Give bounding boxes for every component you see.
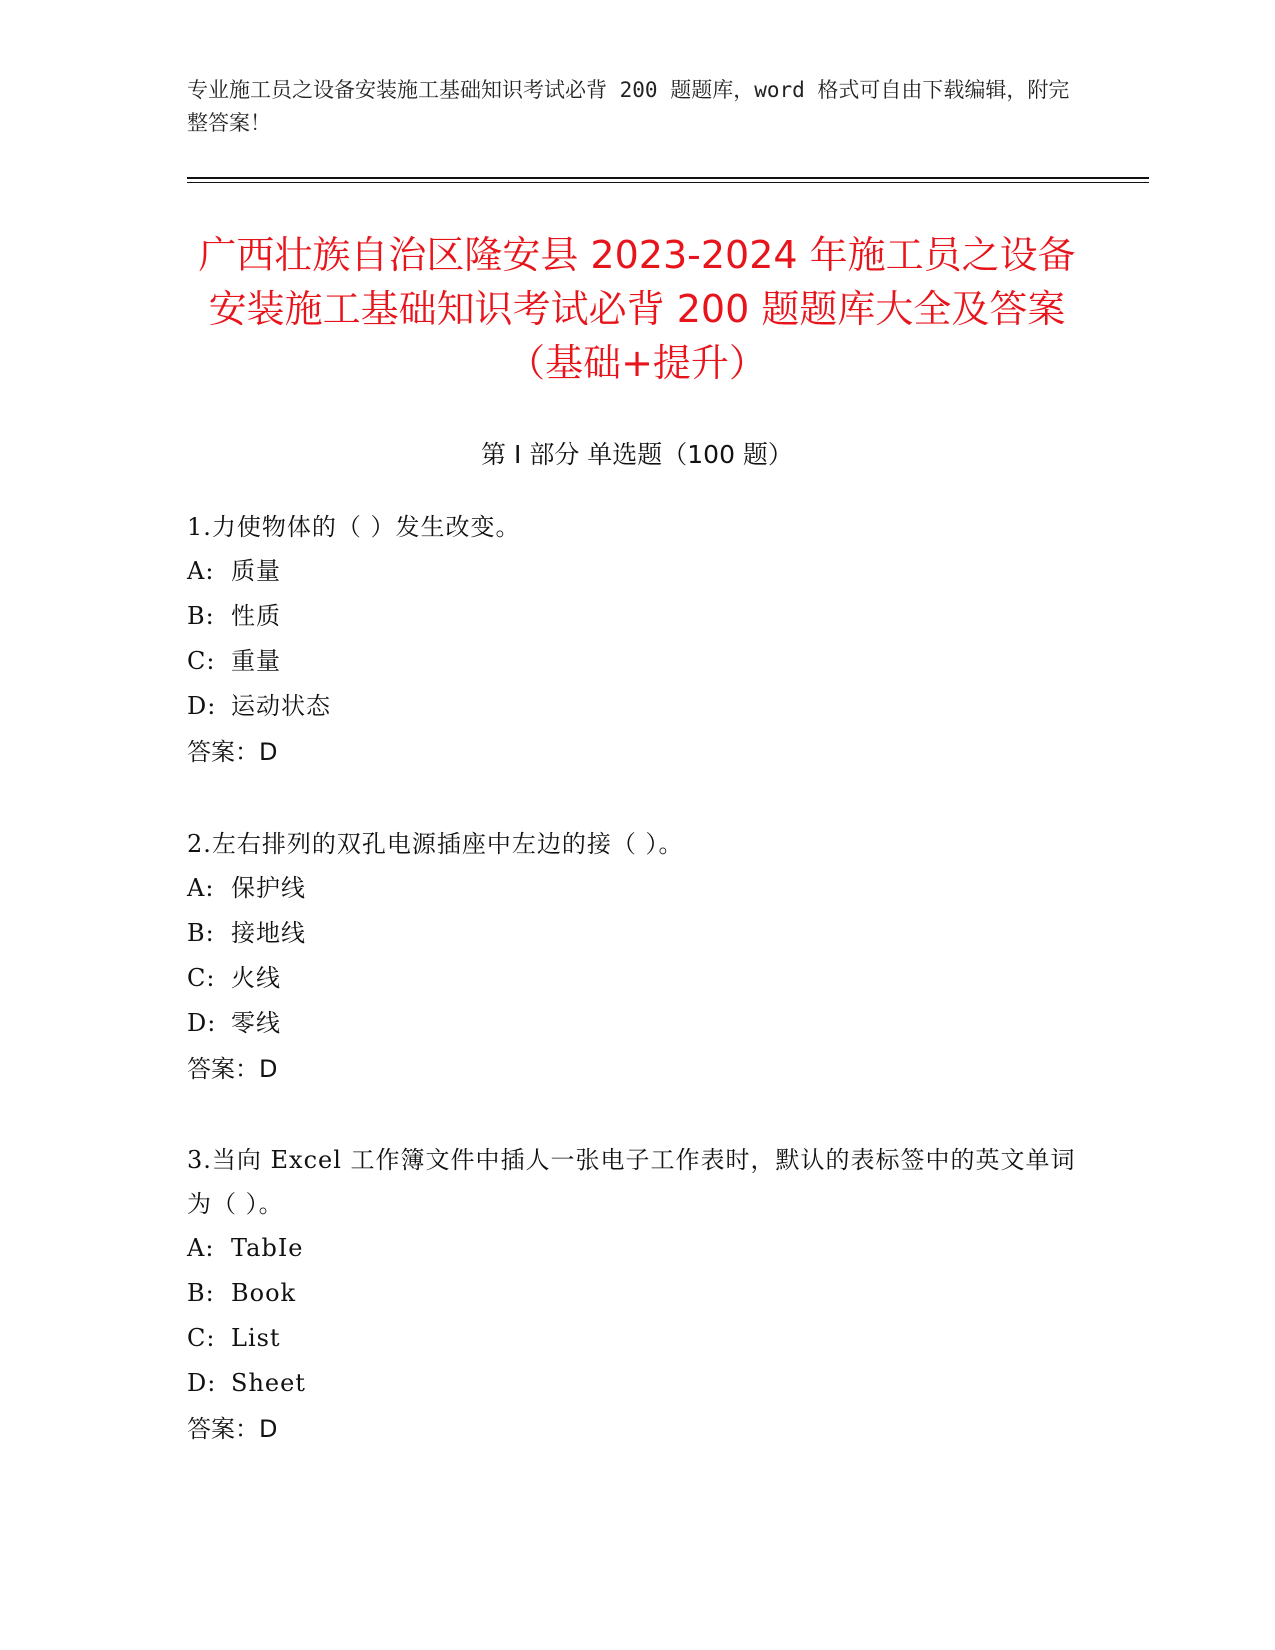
question-stem: 1.力使物体的（ ）发生改变。 (187, 513, 521, 541)
option-a (187, 549, 1087, 594)
option-text: 质量 (231, 557, 281, 585)
option-letter: C: (187, 964, 216, 992)
question-2 (187, 822, 1087, 1092)
option-d (187, 1001, 1087, 1046)
option-text: 接地线 (231, 919, 306, 947)
option-text: 零线 (231, 1009, 281, 1037)
option-letter: A: (187, 557, 215, 585)
option-text: Sheet (231, 1369, 306, 1397)
option-letter: A: (187, 874, 215, 902)
answer-line: 答案：D (187, 738, 278, 766)
question-3 (187, 1138, 1087, 1452)
option-text: 性质 (231, 602, 281, 630)
option-letter: B: (187, 602, 215, 630)
option-text: 重量 (231, 647, 281, 675)
option-text: TabIe (231, 1234, 304, 1262)
option-b (187, 594, 1087, 639)
option-a (187, 866, 1087, 911)
option-text: 保护线 (231, 874, 306, 902)
option-letter: B: (187, 919, 215, 947)
answer-line: 答案：D (187, 1415, 278, 1443)
document-title: 广西壮族自治区隆安县 2023-2024 年施工员之设备安装施工基础知识考试必背 200 题题库大全及答案（基础+提升） (198, 233, 1076, 385)
section-heading: 第 I 部分 单选题（100 题） (481, 440, 793, 469)
question-stem: 3.当向 Excel 工作簿文件中插人一张电子工作表时，默认的表标签中的英文单词为（ ）。 (187, 1146, 1076, 1218)
question-stem: 2.左右排列的双孔电源插座中左边的接（ ）。 (187, 830, 684, 858)
header-divider-thin (187, 182, 1149, 183)
option-letter: D: (187, 1009, 217, 1037)
question-1 (187, 505, 1087, 775)
option-b (187, 911, 1087, 956)
option-text: Book (231, 1279, 297, 1307)
option-d (187, 1361, 1087, 1406)
option-text: 运动状态 (231, 692, 331, 720)
answer-line: 答案：D (187, 1055, 278, 1083)
option-letter: A: (187, 1234, 215, 1262)
option-b (187, 1271, 1087, 1316)
option-letter: C: (187, 647, 216, 675)
option-text: List (231, 1324, 281, 1352)
option-letter: D: (187, 692, 217, 720)
header-note: 专业施工员之设备安装施工基础知识考试必背 200 题题库，word 格式可自由下载编辑，附完整答案！ (187, 78, 1070, 135)
option-c (187, 1316, 1087, 1361)
option-letter: C: (187, 1324, 216, 1352)
option-letter: B: (187, 1279, 215, 1307)
option-c (187, 639, 1087, 684)
option-d (187, 684, 1087, 729)
option-letter: D: (187, 1369, 217, 1397)
header-divider-thick (187, 177, 1149, 179)
option-text: 火线 (231, 964, 281, 992)
option-a (187, 1226, 1087, 1271)
option-c (187, 956, 1087, 1001)
